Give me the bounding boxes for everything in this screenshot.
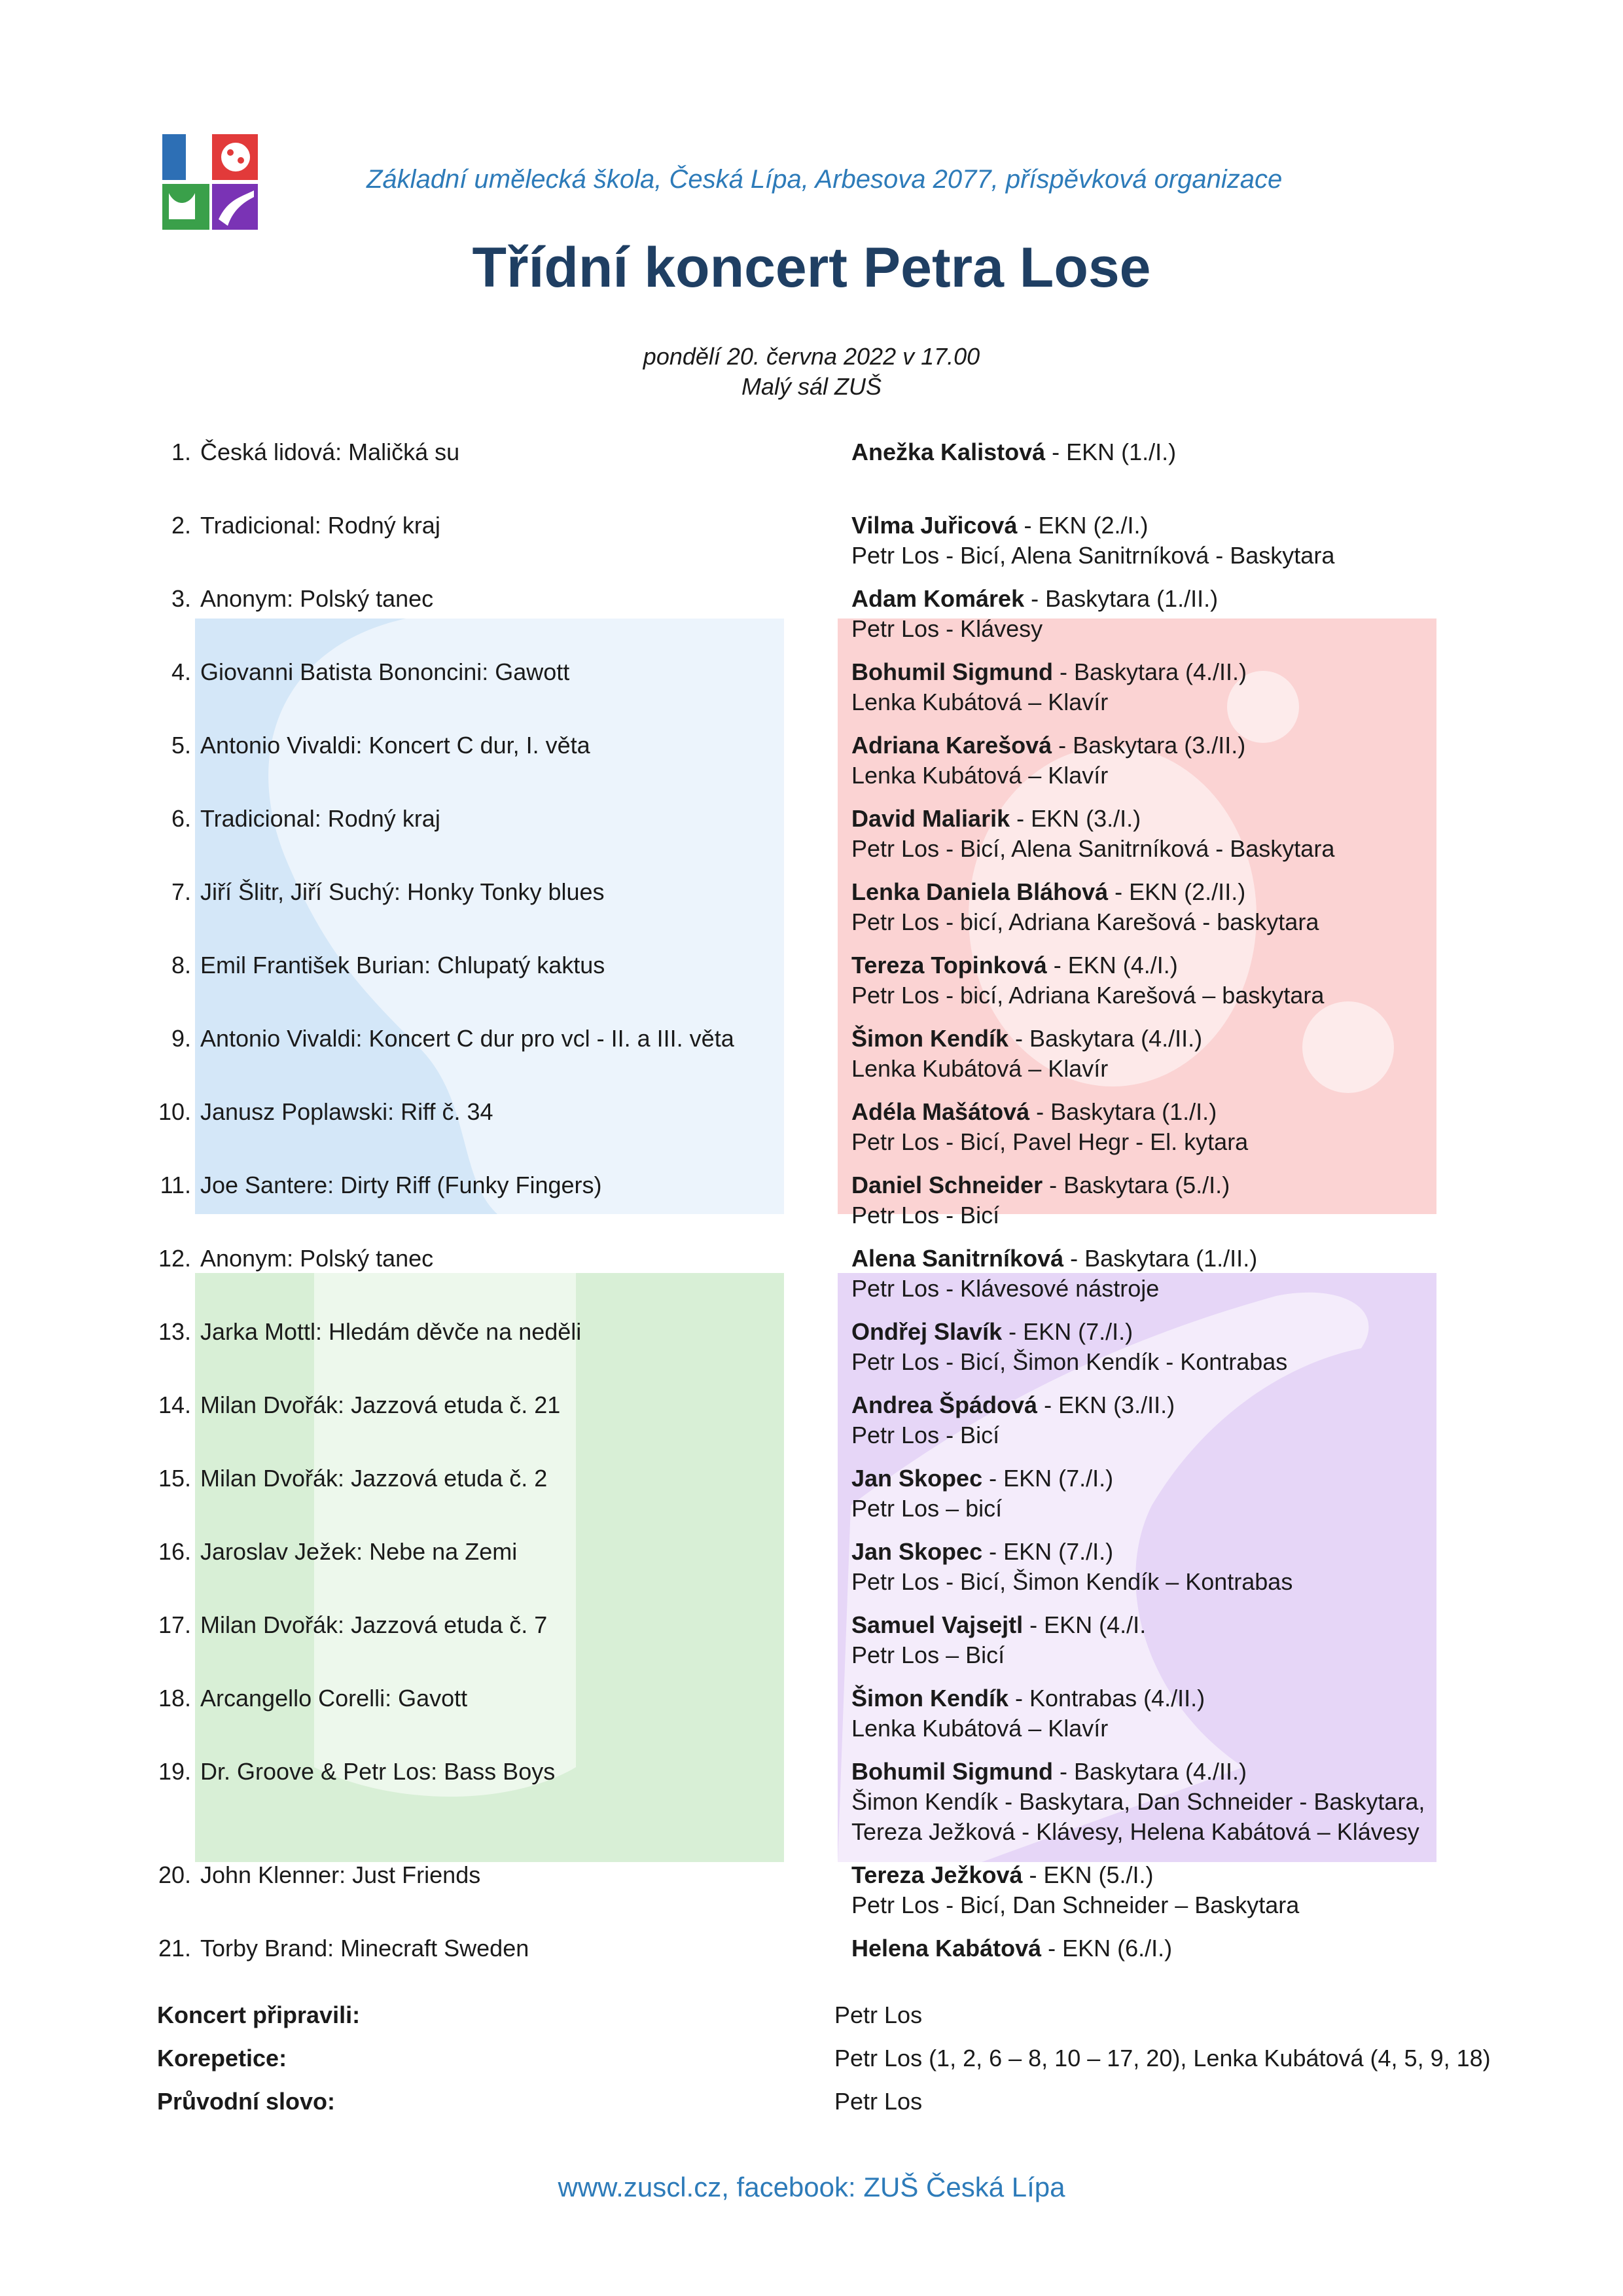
performer-line — [851, 730, 1512, 761]
school-logo — [162, 134, 258, 230]
program-item — [151, 804, 1518, 864]
program-performers — [851, 1537, 1512, 1597]
program-piece: Milan Dvořák: Jazzová etuda č. 2 — [200, 1465, 548, 1492]
program-performers — [851, 1757, 1512, 1847]
program-number: 5. — [171, 732, 191, 759]
program-performers — [851, 950, 1512, 1011]
performer-detail: - EKN (1./I.) — [1045, 439, 1177, 465]
program-number: 2. — [171, 512, 191, 539]
performer-detail: - Baskytara (4./II.) — [1008, 1025, 1203, 1052]
program-item — [151, 1610, 1518, 1670]
performer-line — [851, 1244, 1512, 1274]
program-item — [151, 437, 1518, 467]
program-performers — [851, 584, 1512, 644]
program-piece: Jaroslav Ježek: Nebe na Zemi — [200, 1538, 518, 1565]
program-number: 8. — [171, 952, 191, 978]
performer-line — [851, 1054, 1512, 1084]
program-item — [151, 1390, 1518, 1450]
program-number: 21. — [158, 1935, 191, 1962]
program-piece: Anonym: Polský tanec — [200, 585, 434, 612]
performer-detail: Petr Los - Klávesové nástroje — [851, 1275, 1160, 1302]
performer-detail: - EKN (3./I.) — [1010, 805, 1141, 832]
performer-detail: Petr Los - Bicí, Alena Sanitrníková - Baskytara — [851, 835, 1335, 862]
program-number: 11. — [160, 1172, 191, 1198]
program-number: 17. — [158, 1611, 191, 1638]
performer-name: Lenka Daniela Bláhová — [851, 878, 1109, 905]
performer-line — [851, 1640, 1512, 1670]
program-performers — [851, 1390, 1512, 1450]
performer-name: Samuel Vajsejtl — [851, 1611, 1024, 1638]
program-piece: Tradicional: Rodný kraj — [200, 512, 440, 539]
performer-name: Anežka Kalistová — [851, 439, 1046, 465]
performer-name: Tereza Ježková — [851, 1861, 1023, 1888]
performer-line — [851, 437, 1512, 467]
performer-detail: Petr Los - Bicí, Šimon Kendík – Kontrabas — [851, 1568, 1293, 1595]
program-number: 9. — [171, 1025, 191, 1052]
footer-links: www.zuscl.cz, facebook: ZUŠ Česká Lípa — [558, 2172, 1065, 2202]
program-item — [151, 730, 1518, 791]
performer-detail: Lenka Kubátová – Klavír — [851, 689, 1109, 715]
performer-line — [851, 1610, 1512, 1640]
performer-detail: - Baskytara (4./II.) — [1052, 1758, 1247, 1785]
performer-name: Bohumil Sigmund — [851, 658, 1053, 685]
performer-detail: Šimon Kendík - Baskytara, Dan Schneider - Baskytara, — [851, 1788, 1425, 1815]
performer-name: Šimon Kendík — [851, 1025, 1009, 1052]
program-number: 7. — [171, 878, 191, 905]
performer-line — [851, 541, 1512, 571]
program-item — [151, 657, 1518, 717]
program-item — [151, 1244, 1518, 1304]
performer-detail: Petr Los - bicí, Adriana Karešová - baskytara — [851, 908, 1319, 935]
performer-line — [851, 1787, 1512, 1817]
performer-line — [851, 1317, 1512, 1347]
performer-name: Vilma Juřicová — [851, 512, 1018, 539]
credit-row — [157, 2087, 1518, 2117]
program-piece: Arcangello Corelli: Gavott — [200, 1685, 468, 1712]
performer-detail: Petr Los - Bicí, Pavel Hegr - El. kytara — [851, 1128, 1249, 1155]
program-list — [151, 437, 1518, 2007]
program-piece: Milan Dvořák: Jazzová etuda č. 21 — [200, 1391, 561, 1418]
performer-line — [851, 1494, 1512, 1524]
performer-detail: - EKN (7./I.) — [1002, 1318, 1133, 1345]
performer-detail: - Baskytara (1./II.) — [1063, 1245, 1258, 1272]
program-item — [151, 950, 1518, 1011]
performer-detail: - Baskytara (4./II.) — [1052, 658, 1247, 685]
program-piece: Tradicional: Rodný kraj — [200, 805, 440, 832]
performer-detail: Petr Los - Bicí — [851, 1422, 1000, 1448]
performer-name: Helena Kabátová — [851, 1935, 1042, 1962]
performer-line — [851, 687, 1512, 717]
performer-detail: - Kontrabas (4./II.) — [1008, 1685, 1205, 1712]
performer-name: Tereza Topinková — [851, 952, 1047, 978]
performer-detail: - Baskytara (5./I.) — [1043, 1172, 1230, 1198]
performer-detail: Lenka Kubátová – Klavír — [851, 1055, 1109, 1082]
performer-name: Šimon Kendík — [851, 1685, 1009, 1712]
performer-name: David Maliarik — [851, 805, 1010, 832]
performer-line — [851, 1683, 1512, 1713]
program-piece: Antonio Vivaldi: Koncert C dur, I. věta — [200, 732, 590, 759]
performer-line — [851, 1274, 1512, 1304]
program-performers — [851, 1097, 1512, 1157]
program-piece: Giovanni Batista Bononcini: Gawott — [200, 658, 570, 685]
program-number: 15. — [158, 1465, 191, 1492]
program-item — [151, 1757, 1518, 1847]
program-item — [151, 584, 1518, 644]
program-item — [151, 1537, 1518, 1597]
program-performers — [851, 804, 1512, 864]
program-piece: Jarka Mottl: Hledám děvče na neděli — [200, 1318, 582, 1345]
program-performers — [851, 1610, 1512, 1670]
program-piece: Antonio Vivaldi: Koncert C dur pro vcl - II. a III. věta — [200, 1025, 734, 1052]
performer-line — [851, 584, 1512, 614]
performer-line — [851, 1200, 1512, 1230]
performer-line — [851, 1024, 1512, 1054]
performer-detail: Petr Los – Bicí — [851, 1641, 1005, 1668]
performer-line — [851, 907, 1512, 937]
performer-detail: - Baskytara (1./I.) — [1029, 1098, 1217, 1125]
performer-detail: Petr Los - Klávesy — [851, 615, 1043, 642]
performer-line — [851, 1097, 1512, 1127]
program-item — [151, 1463, 1518, 1524]
program-piece: Joe Santere: Dirty Riff (Funky Fingers) — [200, 1172, 602, 1198]
program-piece: Anonym: Polský tanec — [200, 1245, 434, 1272]
performer-line — [851, 1390, 1512, 1420]
credit-label: Koncert připravili: — [157, 2001, 361, 2028]
program-performers — [851, 1860, 1512, 1920]
performer-line — [851, 834, 1512, 864]
program-performers — [851, 657, 1512, 717]
program-item — [151, 1024, 1518, 1084]
program-piece: John Klenner: Just Friends — [200, 1861, 481, 1888]
program-item — [151, 1933, 1518, 1964]
performer-detail: Petr Los - Bicí, Dan Schneider – Baskytara — [851, 1892, 1300, 1918]
performer-name: Adéla Mašátová — [851, 1098, 1030, 1125]
program-item — [151, 1860, 1518, 1920]
program-number: 16. — [158, 1538, 191, 1565]
program-number: 12. — [158, 1245, 191, 1272]
program-piece: Dr. Groove & Petr Los: Bass Boys — [200, 1758, 556, 1785]
page-title: Třídní koncert Petra Lose — [472, 236, 1151, 299]
performer-line — [851, 1537, 1512, 1567]
performer-detail: - Baskytara (1./II.) — [1024, 585, 1219, 612]
event-datetime — [0, 342, 1623, 402]
performer-line — [851, 1127, 1512, 1157]
school-name: Základní umělecká škola, Česká Lípa, Arbesova 2077, příspěvková organizace — [366, 165, 1283, 194]
program-number: 18. — [158, 1685, 191, 1712]
performer-detail: - EKN (4./I. — [1023, 1611, 1147, 1638]
program-performers — [851, 1933, 1512, 1964]
performer-detail: Petr Los - Bicí, Alena Sanitrníková - Baskytara — [851, 542, 1335, 569]
program-number: 4. — [171, 658, 191, 685]
performer-line — [851, 1757, 1512, 1787]
performer-detail: Lenka Kubátová – Klavír — [851, 762, 1109, 789]
performer-detail: - EKN (2./II.) — [1108, 878, 1246, 905]
performer-line — [851, 761, 1512, 791]
program-piece: Jiří Šlitr, Jiří Suchý: Honky Tonky blues — [200, 878, 605, 905]
performer-line — [851, 511, 1512, 541]
program-performers — [851, 877, 1512, 937]
program-performers — [851, 1244, 1512, 1304]
performer-line — [851, 980, 1512, 1011]
performer-line — [851, 657, 1512, 687]
event-venue: Malý sál ZUŠ — [741, 373, 882, 400]
performer-line — [851, 1713, 1512, 1744]
performer-line — [851, 950, 1512, 980]
performer-detail: Petr Los - Bicí — [851, 1202, 1000, 1229]
program-number: 3. — [171, 585, 191, 612]
performer-detail: Lenka Kubátová – Klavír — [851, 1715, 1109, 1742]
performer-line — [851, 804, 1512, 834]
program-number: 6. — [171, 805, 191, 832]
credit-value: Petr Los (1, 2, 6 – 8, 10 – 17, 20), Lenka Kubátová (4, 5, 9, 18) — [834, 2045, 1491, 2072]
performer-line — [851, 1567, 1512, 1597]
performer-name: Ondřej Slavík — [851, 1318, 1003, 1345]
credits-section — [157, 2000, 1518, 2130]
program-piece: Milan Dvořák: Jazzová etuda č. 7 — [200, 1611, 548, 1638]
performer-detail: - EKN (3./II.) — [1037, 1391, 1175, 1418]
program-performers — [851, 1683, 1512, 1744]
performer-detail: - EKN (6./I.) — [1041, 1935, 1173, 1962]
performer-line — [851, 614, 1512, 644]
program-item — [151, 1097, 1518, 1157]
performer-detail: - Baskytara (3./II.) — [1052, 732, 1246, 759]
performer-detail: - EKN (5./I.) — [1022, 1861, 1154, 1888]
performer-detail: - EKN (2./I.) — [1017, 512, 1149, 539]
performer-line — [851, 1170, 1512, 1200]
performer-detail: Tereza Ježková - Klávesy, Helena Kabátová – Klávesy — [851, 1818, 1419, 1845]
credit-label: Korepetice: — [157, 2045, 287, 2072]
performer-detail: - EKN (7./I.) — [982, 1465, 1114, 1492]
performer-line — [851, 877, 1512, 907]
performer-line — [851, 1817, 1512, 1847]
performer-name: Daniel Schneider — [851, 1172, 1043, 1198]
program-item — [151, 1170, 1518, 1230]
program-piece: Emil František Burian: Chlupatý kaktus — [200, 952, 605, 978]
program-performers — [851, 1170, 1512, 1230]
performer-detail: - EKN (7./I.) — [982, 1538, 1114, 1565]
credit-value: Petr Los — [834, 2088, 923, 2115]
program-number: 14. — [158, 1391, 191, 1418]
performer-detail: - EKN (4./I.) — [1046, 952, 1178, 978]
performer-detail: Petr Los - bicí, Adriana Karešová – baskytara — [851, 982, 1325, 1009]
program-number: 19. — [158, 1758, 191, 1785]
performer-line — [851, 1420, 1512, 1450]
performer-name: Alena Sanitrníková — [851, 1245, 1064, 1272]
credit-row — [157, 2000, 1518, 2030]
event-date: pondělí 20. června 2022 v 17.00 — [643, 343, 980, 370]
performer-name: Adriana Karešová — [851, 732, 1052, 759]
program-item — [151, 511, 1518, 571]
program-number: 13. — [158, 1318, 191, 1345]
credit-row — [157, 2043, 1518, 2073]
performer-line — [851, 1933, 1512, 1964]
program-item — [151, 1683, 1518, 1744]
program-performers — [851, 1463, 1512, 1524]
program-performers — [851, 511, 1512, 571]
performer-name: Jan Skopec — [851, 1538, 983, 1565]
performer-line — [851, 1347, 1512, 1377]
program-number: 1. — [171, 439, 191, 465]
performer-name: Adam Komárek — [851, 585, 1025, 612]
performer-line — [851, 1860, 1512, 1890]
credit-label: Průvodní slovo: — [157, 2088, 336, 2115]
program-piece: Torby Brand: Minecraft Sweden — [200, 1935, 529, 1962]
program-performers — [851, 730, 1512, 791]
program-number: 20. — [158, 1861, 191, 1888]
performer-line — [851, 1890, 1512, 1920]
performer-detail: Petr Los - Bicí, Šimon Kendík - Kontrabas — [851, 1348, 1288, 1375]
program-performers — [851, 437, 1512, 467]
credit-value: Petr Los — [834, 2001, 923, 2028]
performer-name: Andrea Špádová — [851, 1391, 1038, 1418]
performer-line — [851, 1463, 1512, 1494]
performer-detail: Petr Los – bicí — [851, 1495, 1003, 1522]
program-piece: Janusz Poplawski: Riff č. 34 — [200, 1098, 493, 1125]
program-item — [151, 1317, 1518, 1377]
program-item — [151, 877, 1518, 937]
program-performers — [851, 1317, 1512, 1377]
program-performers — [851, 1024, 1512, 1084]
program-number: 10. — [158, 1098, 191, 1125]
performer-name: Jan Skopec — [851, 1465, 983, 1492]
program-piece: Česká lidová: Maličká su — [200, 439, 460, 465]
performer-name: Bohumil Sigmund — [851, 1758, 1053, 1785]
